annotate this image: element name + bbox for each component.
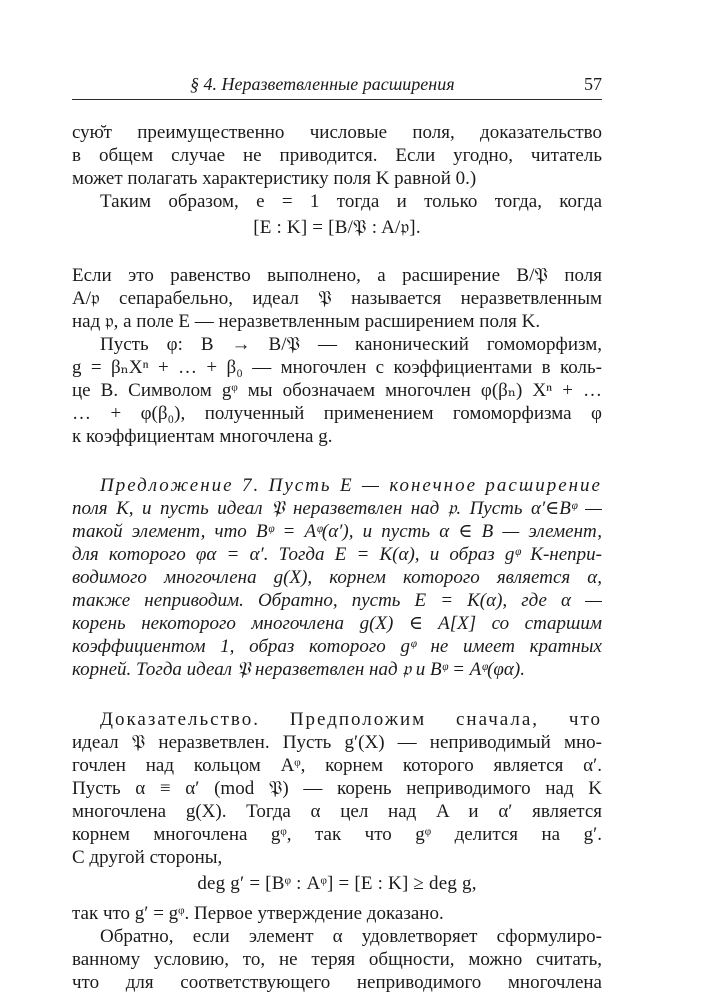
- page-number: 57: [584, 74, 602, 94]
- page-header: [72, 70, 602, 98]
- proof-line-9: Обратно, если элемент α удовлетворяет сформулиро-: [100, 926, 602, 947]
- proof-line-5: многочлена g(X). Тогда α цел над A и α′ является: [72, 801, 602, 822]
- proposition-line-7: корень некоторого многочлена g(X) ∈ A[X] со старшим: [72, 613, 602, 634]
- proposition-line-5: водимого многочлена g(X), корнем которого является α,: [72, 567, 602, 588]
- proposition-line-3: такой элемент, что Bᵠ = Aᵠ(α′), и пусть α ∈ B — элемент,: [72, 521, 602, 542]
- text-line-10: це B. Символом gᵠ мы обозначаем многочлен φ(βₙ) Xⁿ + …: [72, 380, 602, 401]
- proof-line-11: что для соответствующего неприводимого многочлена: [72, 972, 602, 993]
- proposition-line-6: также неприводим. Обратно, пусть E = K(α), где α —: [72, 590, 602, 611]
- proof-line-3: гочлен над кольцом Aᵠ, корнем которого является α′.: [72, 755, 602, 776]
- text-line-9: g = βₙXⁿ + … + β₀ — многочлен с коэффициентами в коль-: [72, 357, 602, 378]
- text-line-1: сую̆т преимущественно числовые поля, доказательство: [72, 122, 602, 143]
- text-line-12: к коэффициентам многочлена g.: [72, 426, 333, 447]
- proof-line-2: идеал 𝔓 неразветвлен. Пусть g′(X) — неприводимый мно-: [72, 732, 602, 753]
- proof-line-7: С другой стороны,: [72, 847, 223, 868]
- running-head: § 4. Неразветвленные расширения: [190, 74, 455, 94]
- proof-line-6: корнем многочлена gᵠ, так что gᵠ делится на g′.: [72, 824, 602, 845]
- text-line-6: A/𝔭 сепарабельно, идеал 𝔓 называется неразветвленным: [72, 288, 602, 309]
- proposition-line-9: корней. Тогда идеал 𝔓 неразветвлен над 𝔭 и Bᵠ = Aᵠ(φα).: [72, 659, 525, 680]
- text-line-4: Таким образом, e = 1 тогда и только тогда, когда: [100, 191, 602, 212]
- formula-degree-comparison: deg g′ = [Bᵠ : Aᵠ] = [E : K] ≥ deg g,: [197, 873, 477, 894]
- header-rule: [72, 99, 602, 100]
- proof-line-4: Пусть α ≡ α′ (mod 𝔓) — корень неприводимого над K: [72, 778, 602, 799]
- proposition-line-4: для которого φα = α′. Тогда E = K(α), и образ gᵠ K-непри-: [72, 544, 602, 565]
- text-line-2: в общем случае не приводится. Если угодно, читатель: [72, 145, 602, 166]
- text-line-7: над 𝔭, а поле E — неразветвленным расширением поля K.: [72, 311, 541, 332]
- proposition-line-1: Предложение 7. Пусть E — конечное расширение: [100, 475, 602, 496]
- formula-degree-equality: [E : K] = [B/𝔓 : A/𝔭].: [253, 217, 421, 238]
- proposition-line-2: поля K, и пусть идеал 𝔓 неразветвлен над 𝔭. Пусть α′∈Bᵠ —: [72, 498, 602, 519]
- text-line-11: … + φ(β₀), полученный применением гомоморфизма φ: [72, 403, 602, 424]
- text-line-3: может полагать характеристику поля K равной 0.): [72, 168, 477, 189]
- proof-line-1: Доказательство. Предположим сначала, что: [100, 709, 602, 730]
- proof-line-8: так что g′ = gᵠ. Первое утверждение доказано.: [72, 903, 444, 924]
- text-line-8: Пусть φ: B → B/𝔓 — канонический гомоморфизм,: [100, 334, 602, 355]
- proposition-line-8: коэффициентом 1, образ которого gᵠ не имеет кратных: [72, 636, 602, 657]
- text-line-5: Если это равенство выполнено, а расширение B/𝔓 поля: [72, 265, 602, 286]
- proof-line-10: ванному условию, то, не теряя общности, можно считать,: [72, 949, 602, 970]
